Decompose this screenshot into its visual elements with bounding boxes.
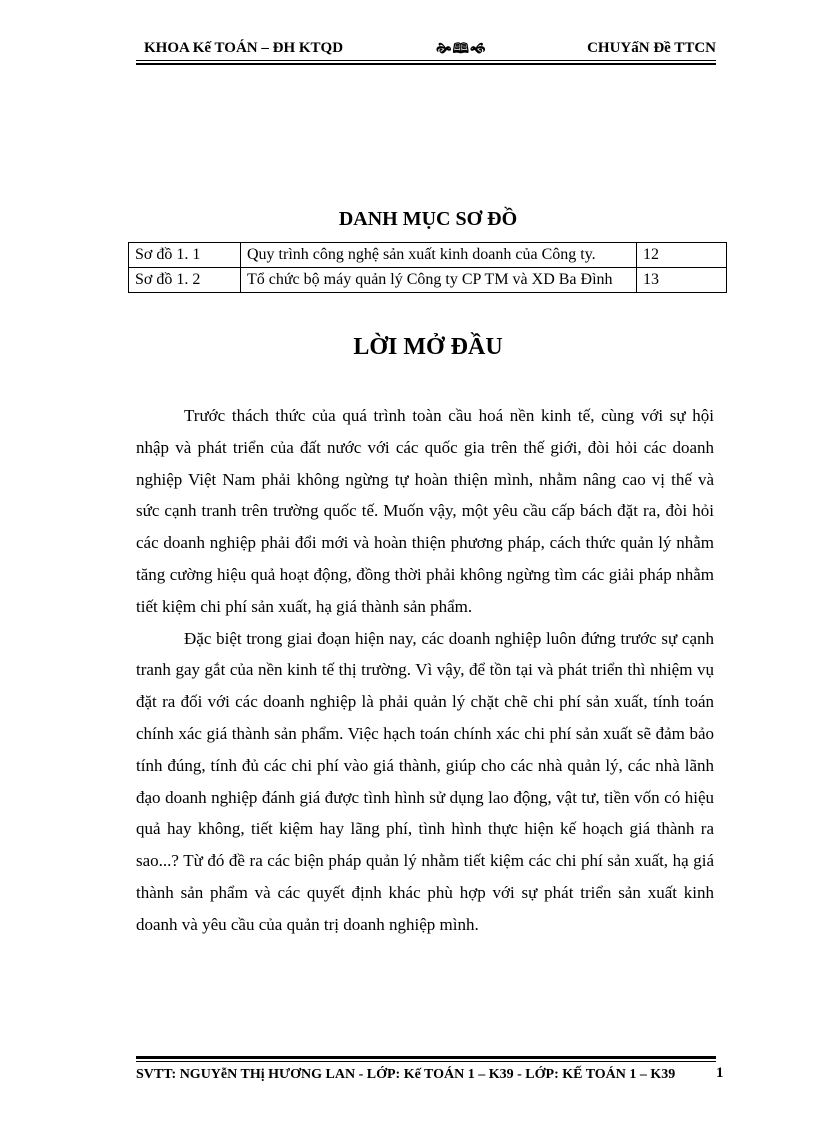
ornament-icon: 🙞🕮🙜 <box>436 42 487 57</box>
list-title: DANH MỤC SƠ ĐỒ <box>338 208 518 230</box>
page-header <box>136 38 716 60</box>
diagram-name: Quy trình công nghệ sản xuất kinh doanh của Công ty. <box>241 243 637 268</box>
diagram-label: Sơ đồ 1. 2 <box>129 268 241 293</box>
footer-rule-thin <box>136 1061 716 1062</box>
table-row <box>129 243 727 268</box>
diagram-page: 13 <box>637 268 727 293</box>
footer-rule <box>136 1056 716 1059</box>
header-rule-double <box>136 63 716 65</box>
body-text <box>136 400 714 941</box>
section-title: LỜI MỞ ĐẦU <box>353 334 503 360</box>
header-left: KHOA Kế TOÁN – ĐH KTQD <box>144 40 344 56</box>
diagram-page: 12 <box>637 243 727 268</box>
header-rule <box>136 60 716 61</box>
page-number: 1 <box>716 1065 724 1081</box>
paragraph: Đặc biệt trong giai đoạn hiện nay, các doanh nghiệp luôn đứng trước sự cạnh tranh gay gắt của nền kinh tế thị trường. Vì vậy, để tồn tại và phát triển thì nhiệm vụ đặt ra đối với các doanh nghiệp là phải quản lý chặt chẽ chi phí sản xuất, tính toán chính xác giá thành sản phẩm. Việc hạch toán chính xác chi phí sản xuất sẽ đảm bảo tính đúng, tính đủ các chi phí vào giá thành, giúp cho các nhà quản lý, các nhà lãnh đạo doanh nghiệp đánh giá được tình hình sử dụng lao động, vật tư, tiền vốn có hiệu quả hay không, tiết kiệm hay lãng phí, tình hình thực hiện kế hoạch giá thành ra sao...? Từ đó đề ra các biện pháp quản lý nhằm tiết kiệm các chi phí sản xuất, hạ giá thành sản phẩm và các quyết định khác phù hợp với sự phát triển sản xuất kinh doanh và yêu cầu của quản trị doanh nghiệp mình. <box>136 628 714 934</box>
diagram-list-table <box>128 242 727 293</box>
paragraph: Trước thách thức của quá trình toàn cầu hoá nền kinh tế, cùng với sự hội nhập và phát triển của đất nước với các quốc gia trên thế giới, đòi hỏi các doanh nghiệp Việt Nam phải không ngừng tự hoàn thiện mình, nhằm nâng cao vị thế và sức cạnh tranh trên trường quốc tế. Muốn vậy, một yêu cầu cấp bách đặt ra, đòi hỏi các doanh nghiệp phải đổi mới và hoàn thiện phương pháp, cách thức quản lý nhằm tăng cường hiệu quả hoạt động, đồng thời phải không ngừng tìm các giải pháp nhằm tiết kiệm chi phí sản xuất, hạ giá thành sản phẩm. <box>136 406 714 616</box>
diagram-label: Sơ đồ 1. 1 <box>129 243 241 268</box>
table-row <box>129 268 727 293</box>
header-right: CHUYấN Đề TTCN <box>587 40 716 56</box>
footer-text: SVTT: NGUYễN THị HƯƠNG LAN - LỚP: Kế TOÁN 1 – K39 - LỚP: KẾ TOÁN 1 – K39 <box>136 1067 676 1082</box>
diagram-name: Tổ chức bộ máy quản lý Công ty CP TM và XD Ba Đình <box>241 268 637 293</box>
